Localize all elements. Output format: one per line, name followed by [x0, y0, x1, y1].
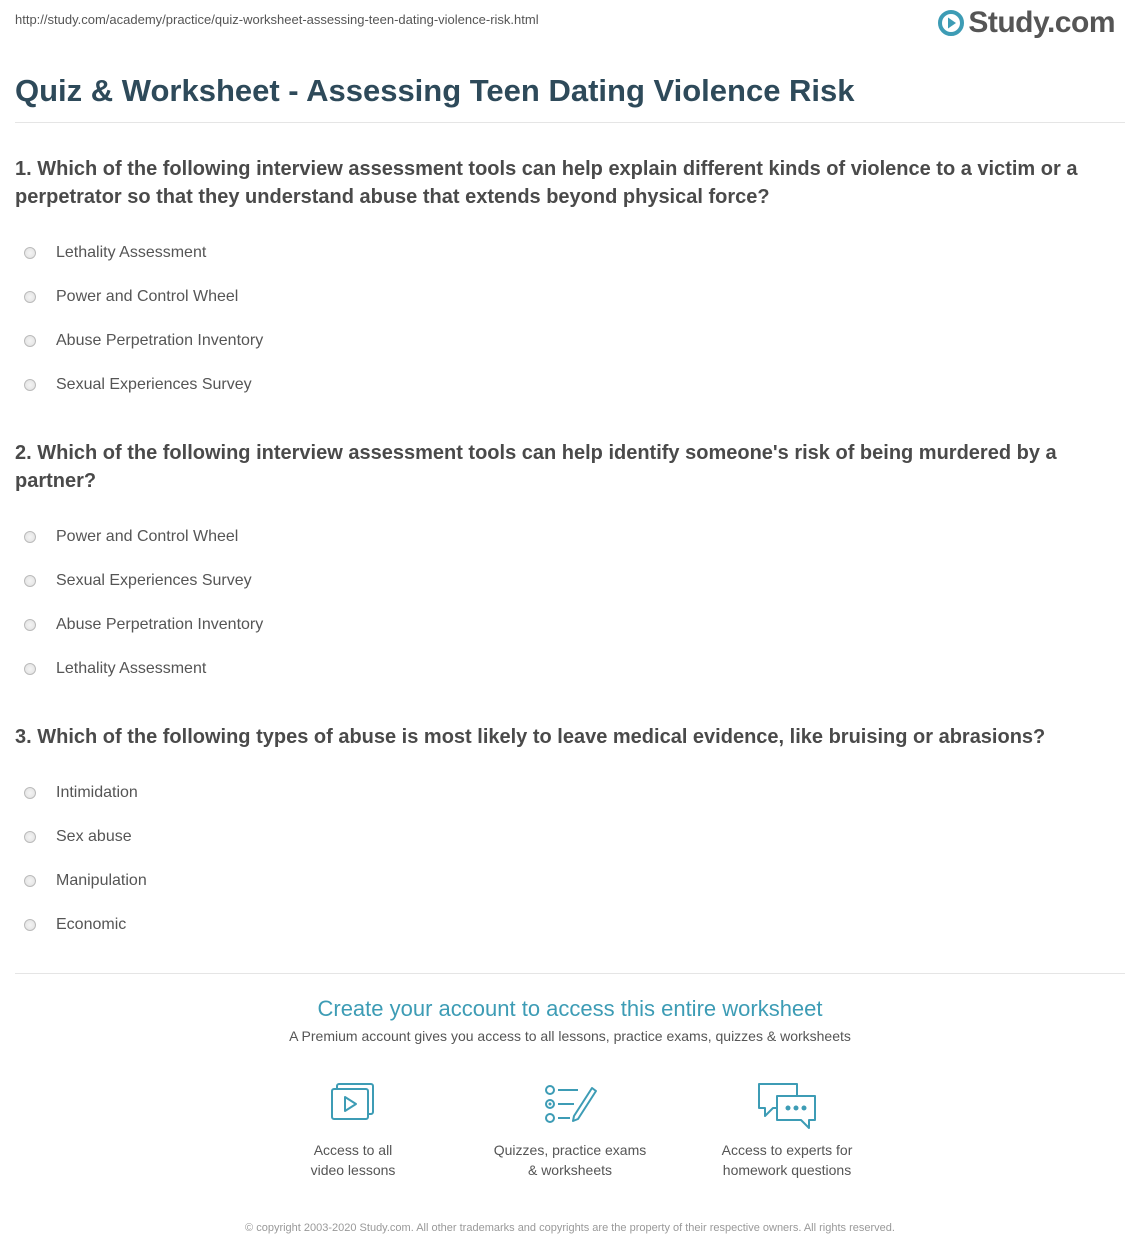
feature-label: Access to all video lessons	[310, 1142, 396, 1178]
answer-label: Abuse Perpetration Inventory	[56, 616, 264, 633]
question-text: 2. Which of the following interview assessment tools can help identify someone's risk of being murdered by a partner?	[15, 442, 1057, 492]
feature-list	[15, 1080, 1125, 1180]
radio-button[interactable]	[24, 787, 36, 799]
radio-button[interactable]	[24, 663, 36, 675]
feature-label: Access to experts for homework questions	[721, 1142, 853, 1178]
play-circle-icon	[938, 10, 964, 36]
answer-label: Power and Control Wheel	[56, 528, 239, 545]
answer-option[interactable]	[15, 903, 1125, 947]
question-text: 3. Which of the following types of abuse is most likely to leave medical evidence, like bruising or abrasions?	[15, 726, 1046, 748]
page-url: http://study.com/academy/practice/quiz-worksheet-assessing-teen-dating-violence-risk.html	[15, 12, 539, 27]
radio-button[interactable]	[24, 831, 36, 843]
quiz-checklist-icon	[538, 1080, 602, 1132]
radio-button[interactable]	[24, 335, 36, 347]
cta-subtitle: A Premium account gives you access to all lessons, practice exams, quizzes & worksheets	[289, 1028, 851, 1044]
question-1	[15, 155, 1125, 407]
answer-option[interactable]	[15, 647, 1125, 691]
question-text: 1. Which of the following interview assessment tools can help explain different kinds of violence to a victim or a perpetrator so that they understand abuse that extends beyond physical force?	[15, 158, 1078, 208]
answer-label: Manipulation	[56, 872, 147, 889]
answer-label: Lethality Assessment	[56, 660, 207, 677]
radio-button[interactable]	[24, 291, 36, 303]
radio-button[interactable]	[24, 531, 36, 543]
study-logo[interactable]	[938, 6, 1115, 40]
answer-label: Economic	[56, 916, 127, 933]
answer-option[interactable]	[15, 559, 1125, 603]
answer-option[interactable]	[15, 515, 1125, 559]
answer-label: Sex abuse	[56, 828, 132, 845]
answer-option[interactable]	[15, 771, 1125, 815]
answer-option[interactable]	[15, 275, 1125, 319]
radio-button[interactable]	[24, 619, 36, 631]
top-bar	[15, 0, 1125, 50]
logo-text: Study.com	[968, 6, 1115, 39]
radio-button[interactable]	[24, 379, 36, 391]
answer-option[interactable]	[15, 859, 1125, 903]
answer-options	[15, 771, 1125, 947]
answer-options	[15, 515, 1125, 691]
copyright-footer: © copyright 2003-2020 Study.com. All other trademarks and copyrights are the property of their respective owners. All rights reserved.	[245, 1222, 895, 1234]
title-divider	[15, 122, 1125, 123]
question-list	[15, 155, 1125, 947]
page-title: Quiz & Worksheet - Assessing Teen Dating Violence Risk	[15, 73, 855, 108]
answer-option[interactable]	[15, 603, 1125, 647]
radio-button[interactable]	[24, 919, 36, 931]
answer-option[interactable]	[15, 319, 1125, 363]
answer-label: Abuse Perpetration Inventory	[56, 332, 264, 349]
answer-label: Intimidation	[56, 784, 138, 801]
answer-label: Power and Control Wheel	[56, 288, 239, 305]
answer-option[interactable]	[15, 363, 1125, 407]
radio-button[interactable]	[24, 575, 36, 587]
cta-divider	[15, 973, 1125, 974]
video-lessons-icon	[321, 1080, 385, 1132]
answer-option[interactable]	[15, 231, 1125, 275]
chat-bubbles-icon	[755, 1080, 819, 1132]
answer-option[interactable]	[15, 815, 1125, 859]
radio-button[interactable]	[24, 247, 36, 259]
answer-label: Sexual Experiences Survey	[56, 572, 252, 589]
feature-video-lessons	[245, 1080, 462, 1180]
feature-experts	[679, 1080, 896, 1180]
feature-quizzes	[462, 1080, 679, 1180]
question-2	[15, 439, 1125, 691]
radio-button[interactable]	[24, 875, 36, 887]
answer-label: Sexual Experiences Survey	[56, 376, 252, 393]
feature-label: Quizzes, practice exams & worksheets	[493, 1142, 647, 1178]
cta-title-link[interactable]: Create your account to access this entire worksheet	[317, 996, 823, 1021]
signup-cta	[15, 996, 1125, 1180]
question-3	[15, 723, 1125, 947]
answer-options	[15, 231, 1125, 407]
answer-label: Lethality Assessment	[56, 244, 207, 261]
